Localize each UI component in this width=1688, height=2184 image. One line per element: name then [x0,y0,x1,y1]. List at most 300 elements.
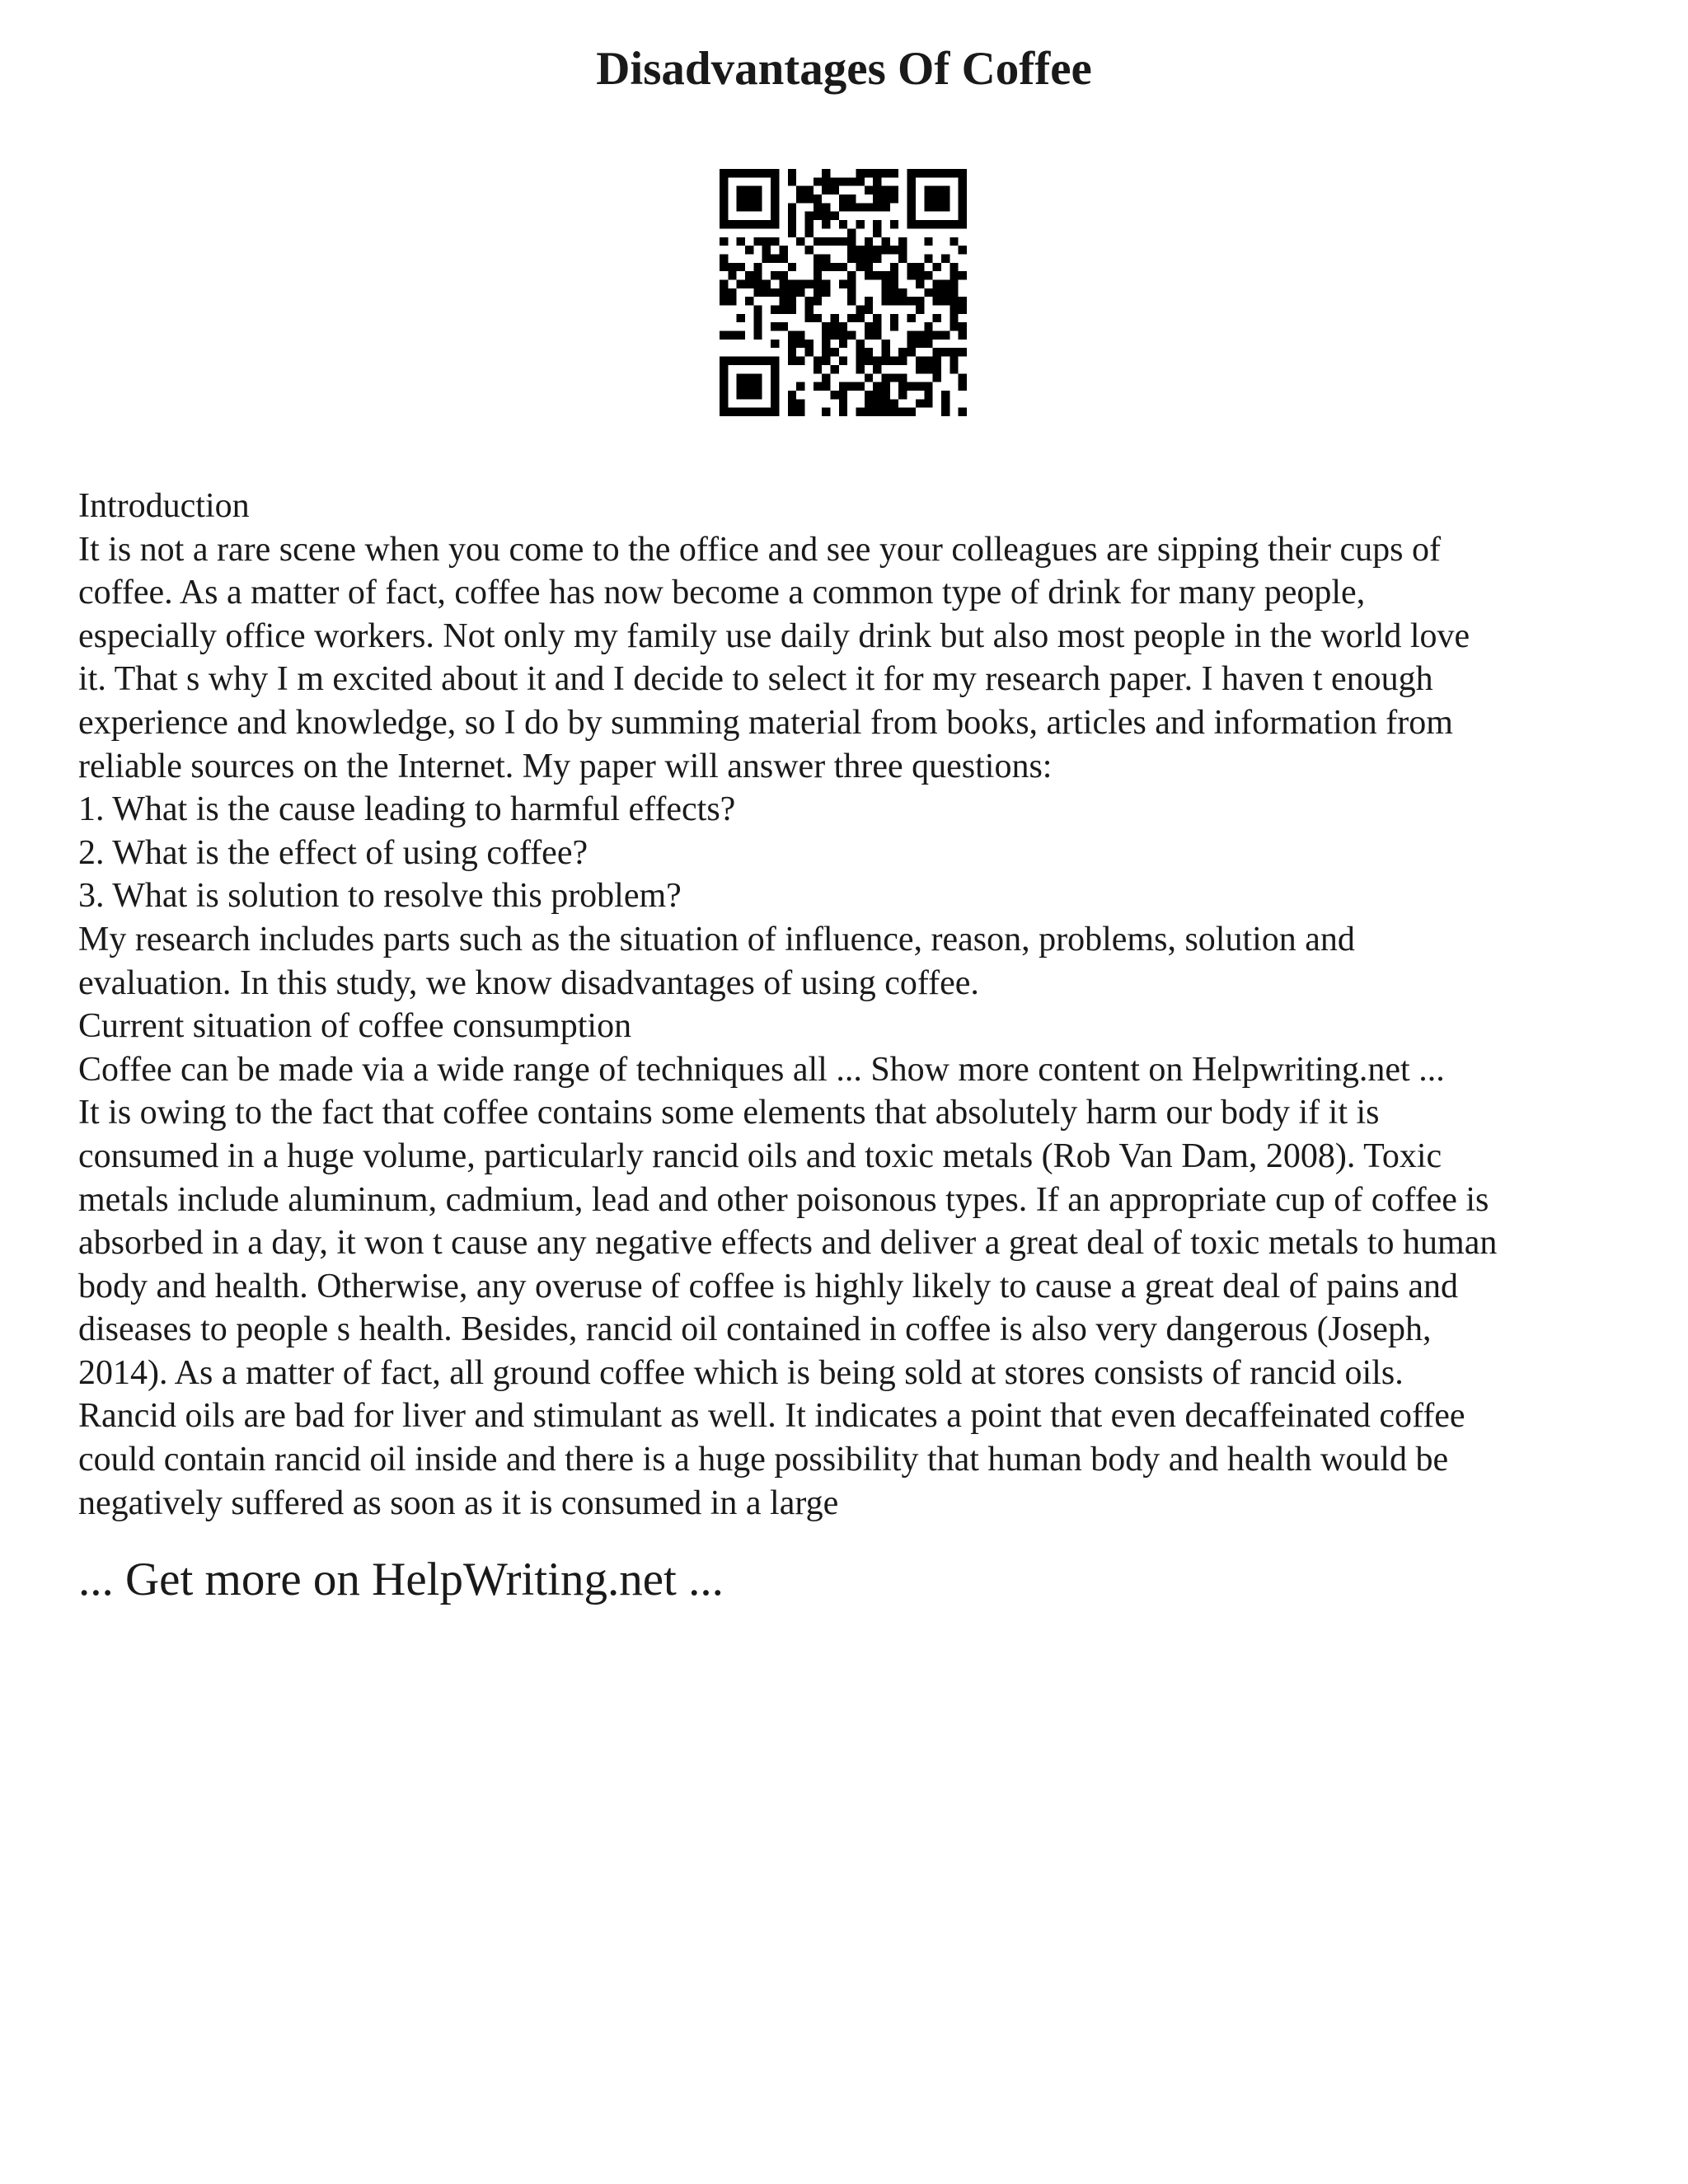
qr-module [959,297,967,305]
qr-module [788,306,796,314]
qr-module [822,408,830,416]
qr-module [898,391,907,399]
qr-module [890,220,898,228]
qr-module [753,279,762,288]
qr-module [847,382,856,391]
body-line: My research includes parts such as the situation of influence, reason, problems, solution and [78,920,1355,958]
qr-module [788,357,796,365]
qr-code-graphic [720,169,967,416]
qr-module [788,399,796,407]
qr-module [720,365,728,373]
qr-module [779,254,787,262]
qr-module [771,169,779,177]
qr-module [873,382,881,391]
qr-module [720,331,728,340]
qr-module [907,348,916,356]
qr-module [745,203,753,211]
qr-module [873,228,881,237]
qr-module [753,331,762,340]
qr-module [873,391,881,399]
qr-module [941,203,950,211]
qr-module [796,194,804,203]
qr-module [745,271,753,279]
qr-module [882,340,890,348]
qr-module [847,271,856,279]
qr-module [720,297,728,305]
qr-module [839,382,847,391]
qr-module [959,331,967,340]
qr-module [720,212,728,220]
qr-module [788,279,796,288]
qr-module [873,331,881,340]
qr-module [822,254,830,262]
qr-module [907,271,916,279]
qr-module [779,288,787,297]
qr-module [745,246,753,254]
qr-module [847,228,856,237]
qr-module [890,297,898,305]
qr-module [959,408,967,416]
qr-module [822,373,830,382]
qr-module [907,212,916,220]
qr-module [882,288,890,297]
qr-module [907,297,916,305]
qr-module [753,314,762,322]
body-line: diseases to people s health. Besides, rancid oil contained in coffee is also very dangerous (Joseph, [78,1310,1432,1349]
qr-module [771,399,779,407]
qr-module [796,331,804,340]
qr-module [839,237,847,246]
qr-module [796,382,804,391]
qr-module [804,348,813,356]
qr-module [788,169,796,177]
qr-module [924,220,932,228]
qr-module [924,271,932,279]
body-line: consumed in a huge volume, particularly rancid oils and toxic metals (Rob Van Dam, 2008). Toxic [78,1137,1442,1175]
qr-module [737,391,745,399]
qr-module [737,194,745,203]
qr-module [950,288,958,297]
qr-module [745,186,753,194]
qr-module [865,391,873,399]
qr-module [720,254,728,262]
qr-module [924,382,932,391]
qr-module [822,169,830,177]
body-line-show-more: Coffee can be made via a wide range of techniques all ... Show more content on Helpwriting.net ... [78,1050,1445,1089]
qr-module [865,237,873,246]
qr-module [788,203,796,211]
qr-module [745,357,753,365]
qr-module [753,203,762,211]
qr-module [720,169,728,177]
qr-module [856,169,865,177]
body-line: 2014). As a matter of fact, all ground coffee which is being sold at stores consists of rancid oils. [78,1353,1404,1392]
qr-module [924,322,932,330]
qr-module [933,357,941,365]
qr-module [720,186,728,194]
qr-module [728,263,736,271]
qr-module [907,177,916,185]
qr-module [779,306,787,314]
qr-module [839,399,847,407]
qr-module [890,314,898,322]
qr-module [865,203,873,211]
qr-module [737,169,745,177]
qr-module [873,365,881,373]
qr-module [771,288,779,297]
qr-module [745,220,753,228]
qr-module [916,263,924,271]
qr-module [771,186,779,194]
qr-module [959,194,967,203]
qr-module [753,322,762,330]
qr-module [890,322,898,330]
qr-module [839,203,847,211]
qr-module [924,399,932,407]
qr-module [737,357,745,365]
qr-module [898,254,907,262]
qr-module [839,408,847,416]
qr-module [771,382,779,391]
qr-module [762,220,771,228]
qr-module [847,177,856,185]
qr-module [959,382,967,391]
qr-module [728,408,736,416]
qr-module [720,288,728,297]
qr-module [865,408,873,416]
qr-module [762,254,771,262]
qr-module [890,408,898,416]
qr-module [907,408,916,416]
qr-module [907,203,916,211]
qr-module [959,177,967,185]
qr-module [830,365,838,373]
section-heading-introduction: Introduction [78,487,250,525]
qr-module [788,408,796,416]
qr-module [720,237,728,246]
qr-module [839,194,847,203]
qr-module [916,365,924,373]
qr-module [814,237,822,246]
qr-module [898,297,907,305]
qr-module [924,331,932,340]
qr-module [804,340,813,348]
qr-module [933,263,941,271]
qr-module [941,348,950,356]
qr-module [720,399,728,407]
body-line: coffee. As a matter of fact, coffee has now become a common type of drink for many people, [78,574,1366,612]
qr-module [950,348,958,356]
qr-module [865,254,873,262]
qr-module [924,391,932,399]
qr-module [771,373,779,382]
qr-module [916,297,924,305]
qr-module [804,297,813,305]
qr-module [873,203,881,211]
qr-module [822,331,830,340]
qr-module [865,373,873,382]
qr-module [907,382,916,391]
qr-module [950,297,958,305]
qr-module [882,357,890,365]
qr-module [804,194,813,203]
qr-module [941,288,950,297]
qr-module [907,186,916,194]
qr-module [779,322,787,330]
qr-module [814,194,822,203]
qr-module [856,306,865,314]
qr-module [762,408,771,416]
qr-module [814,271,822,279]
qr-module [941,279,950,288]
qr-module [737,186,745,194]
qr-module [839,331,847,340]
qr-module [796,288,804,297]
qr-module [753,271,762,279]
qr-module [737,382,745,391]
qr-module [882,373,890,382]
qr-module [856,348,865,356]
qr-module [873,220,881,228]
body-line: metals include aluminum, cadmium, lead and other poisonous types. If an appropriate cup of coffee is [78,1180,1489,1219]
qr-module [745,297,753,305]
qr-module [720,263,728,271]
qr-module [737,373,745,382]
qr-module [941,399,950,407]
qr-module [720,408,728,416]
qr-module [882,271,890,279]
qr-module [720,279,728,288]
qr-module [771,212,779,220]
qr-module [916,399,924,407]
qr-module [753,220,762,228]
qr-module [941,391,950,399]
qr-module [737,203,745,211]
qr-module [865,357,873,365]
qr-module [924,186,932,194]
qr-module [822,220,830,228]
qr-module [873,271,881,279]
qr-module [907,314,916,322]
qr-module [847,297,856,305]
qr-module [822,263,830,271]
qr-module [865,331,873,340]
body-line: it. That s why I m excited about it and I decide to select it for my research paper. I haven t enough [78,660,1433,699]
qr-module [847,194,856,203]
qr-module [814,365,822,373]
qr-module [959,212,967,220]
qr-module [839,322,847,330]
qr-module [839,263,847,271]
qr-module [907,331,916,340]
qr-module [796,340,804,348]
qr-module [856,357,865,365]
qr-module [728,169,736,177]
qr-module [890,279,898,288]
qr-module [753,357,762,365]
qr-module [830,237,838,246]
qr-module [933,314,941,322]
qr-module [762,237,771,246]
qr-module [890,288,898,297]
qr-module [898,408,907,416]
qr-module [873,194,881,203]
qr-module [771,408,779,416]
qr-module [814,254,822,262]
qr-module [865,263,873,271]
qr-module [804,314,813,322]
qr-module [873,169,881,177]
body-line: It is owing to the fact that coffee contains some elements that absolutely harm our body if it is [78,1094,1380,1132]
qr-module [830,212,838,220]
qr-module [907,263,916,271]
qr-module [882,203,890,211]
qr-module [737,279,745,288]
qr-module [941,254,950,262]
qr-module [847,279,856,288]
qr-module [771,340,779,348]
qr-module [959,373,967,382]
qr-module [882,348,890,356]
qr-module [745,391,753,399]
qr-module [771,391,779,399]
qr-module [873,357,881,365]
qr-module [882,399,890,407]
qr-module [890,186,898,194]
document-body [78,485,1644,1525]
qr-module [933,288,941,297]
qr-module [933,203,941,211]
qr-module [745,373,753,382]
qr-module [822,237,830,246]
qr-module [933,373,941,382]
qr-module [771,177,779,185]
qr-module [796,408,804,416]
qr-module [882,382,890,391]
qr-module [720,194,728,203]
qr-module [959,348,967,356]
qr-module [822,322,830,330]
qr-module [737,220,745,228]
qr-module [788,348,796,356]
qr-module [916,306,924,314]
qr-module [771,271,779,279]
qr-module [924,203,932,211]
qr-module [745,169,753,177]
qr-module [950,220,958,228]
qr-module [890,194,898,203]
question-item: 1. What is the cause leading to harmful effects? [78,790,736,829]
qr-module [847,288,856,297]
qr-module [720,391,728,399]
qr-module [941,169,950,177]
qr-module [924,365,932,373]
qr-module [753,263,762,271]
question-item: 2. What is the effect of using coffee? [78,833,588,872]
qr-module [796,399,804,407]
body-line: absorbed in a day, it won t cause any negative effects and deliver a great deal of toxic metals to human [78,1224,1498,1263]
qr-module [907,194,916,203]
qr-module [933,169,941,177]
qr-module [847,237,856,246]
qr-module [941,220,950,228]
qr-module [839,391,847,399]
qr-module [796,186,804,194]
qr-module [728,357,736,365]
qr-module [890,399,898,407]
qr-module [830,263,838,271]
qr-module [839,340,847,348]
body-line: evaluation. In this study, we know disadvantages of using coffee. [78,963,979,1002]
qr-module [771,322,779,330]
qr-module [898,288,907,297]
qr-module [865,399,873,407]
qr-module [788,391,796,399]
qr-module [737,331,745,340]
qr-module [779,297,787,305]
qr-module [830,348,838,356]
qr-module [822,288,830,297]
qr-module [959,169,967,177]
qr-module [788,340,796,348]
qr-module [907,340,916,348]
qr-module [865,306,873,314]
qr-module [753,306,762,314]
qr-module [839,357,847,365]
qr-module [814,279,822,288]
qr-module [924,288,932,297]
qr-module [873,186,881,194]
qr-module [762,169,771,177]
qr-module [839,279,847,288]
qr-module [788,220,796,228]
qr-module [856,340,865,348]
qr-module [959,246,967,254]
qr-module [873,246,881,254]
qr-module [941,331,950,340]
qr-module [839,220,847,228]
qr-module [856,314,865,322]
qr-module [771,365,779,373]
body-line: could contain rancid oil inside and there is a huge possibility that human body and health would be [78,1441,1449,1479]
qr-module [873,399,881,407]
qr-module [847,203,856,211]
qr-module [720,177,728,185]
qr-module [822,177,830,185]
qr-module [856,246,865,254]
qr-module [745,194,753,203]
qr-module [720,373,728,382]
qr-module [950,314,958,322]
qr-module [753,373,762,382]
qr-module [720,357,728,365]
qr-module [753,186,762,194]
qr-module [941,297,950,305]
qr-module [856,365,865,373]
qr-module [950,322,958,330]
qr-module [873,254,881,262]
qr-module [804,212,813,220]
qr-module [771,306,779,314]
get-more-link[interactable]: ... Get more on HelpWriting.net ... [78,1554,724,1605]
qr-module [814,357,822,365]
qr-module [882,237,890,246]
qr-module [822,212,830,220]
qr-module [753,382,762,391]
qr-module [933,279,941,288]
qr-module [779,279,787,288]
qr-module [882,391,890,399]
